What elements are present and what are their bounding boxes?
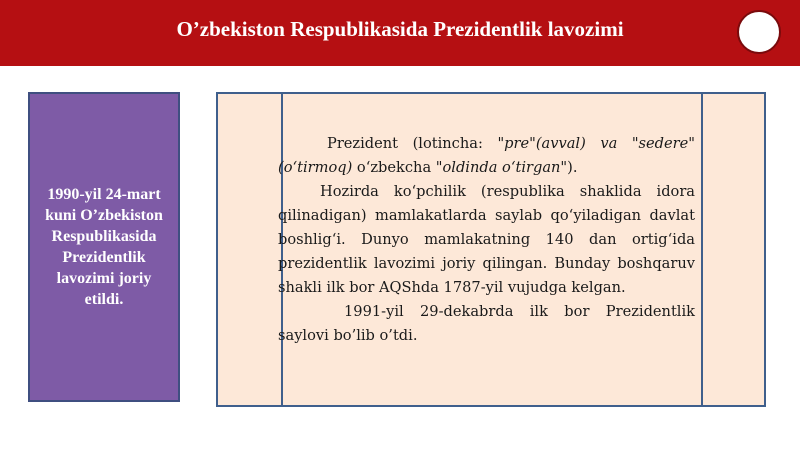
slide-title: O’zbekiston Respublikasida Prezidentlik lavozimi	[176, 17, 624, 41]
paragraph-definition	[278, 132, 695, 180]
circle-emblem	[737, 10, 781, 54]
definition-meaning: "oldinda o‘tirgan"	[435, 159, 568, 176]
definition-etymology: "pre"(avval) va "sedere" (o‘tirmoq)	[278, 135, 695, 176]
info-box	[28, 92, 180, 402]
scroll-panel	[216, 92, 766, 407]
scroll-text	[278, 132, 695, 348]
info-box-text: 1990-yil 24-mart kuni O’zbekiston Respublikasida Prezidentlik lavozimi joriy etildi.	[45, 186, 163, 308]
definition-text-3: ).	[567, 159, 578, 176]
paragraph-history: Hozirda ko‘pchilik (respublika shaklida idora qilinadigan) mamlakatlarda saylab qo‘yiladigan davlat boshlig‘i. Dunyo mamlakatning 140 dan ortig‘ida prezidentlik lavozimi joriy qilingan. Bunday boshqaruv shakli ilk bor AQShda 1787-yil vujudga kelgan.	[278, 183, 695, 296]
title-bar	[0, 0, 800, 66]
definition-text-2: o‘zbekcha	[352, 159, 436, 176]
paragraph-election: 1991-yil 29-dekabrda ilk bor Prezidentlik saylovi bo’lib o’tdi.	[278, 303, 695, 344]
definition-text-1: Prezident (lotincha:	[327, 135, 498, 152]
scroll-rule-right	[701, 94, 703, 405]
